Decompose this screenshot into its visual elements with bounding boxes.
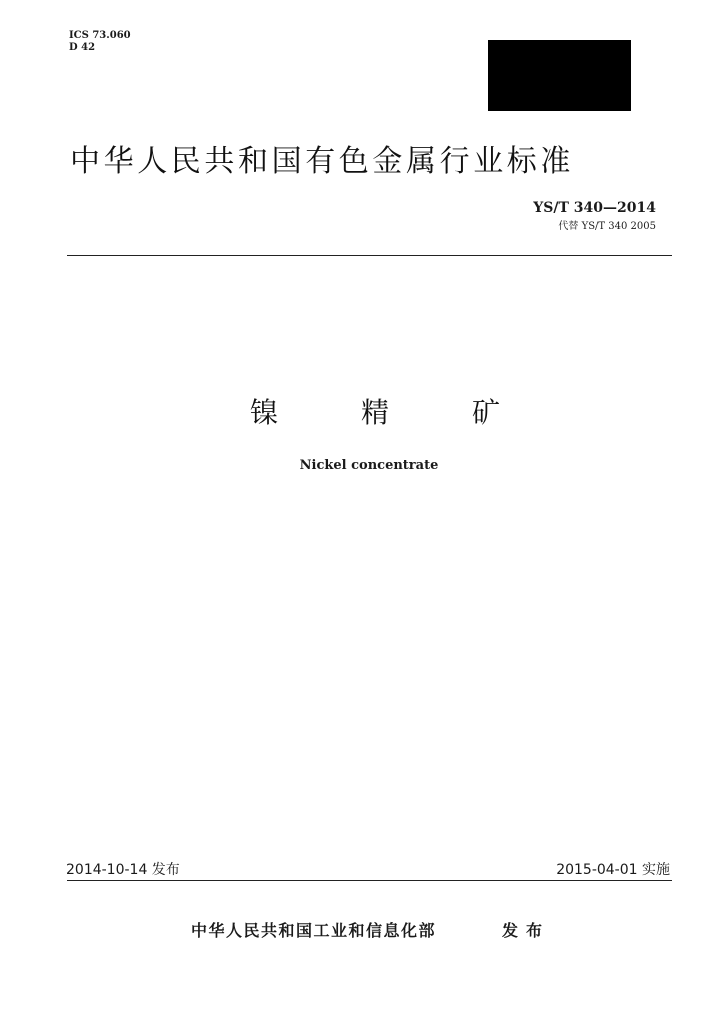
ccs-code: D 42 bbox=[69, 42, 96, 53]
chinese-title bbox=[250, 391, 500, 431]
redacted-block bbox=[488, 40, 631, 111]
classification-codes bbox=[69, 30, 131, 54]
implementation-date: 2015-04-01 实施 bbox=[556, 862, 670, 878]
industry-standard-title: 中华人民共和国有色金属行业标准 bbox=[70, 144, 574, 179]
standard-number-block bbox=[533, 200, 656, 232]
issue-date: 2014-10-14 发布 bbox=[66, 862, 180, 878]
chinese-title-char: 镍 bbox=[250, 396, 279, 429]
bottom-divider bbox=[67, 880, 672, 881]
standard-number: YS/T 340—2014 bbox=[533, 200, 656, 216]
top-divider bbox=[67, 255, 672, 256]
english-title: Nickel concentrate bbox=[299, 458, 439, 473]
chinese-title-char: 矿 bbox=[471, 396, 500, 429]
publish-label: 发布 bbox=[502, 921, 551, 940]
ics-code: ICS 73.060 bbox=[69, 30, 131, 41]
replaces-standard: 代替 YS/T 340 2005 bbox=[558, 221, 656, 232]
publisher-name: 中华人民共和国工业和信息化部 bbox=[191, 921, 437, 940]
chinese-title-char: 精 bbox=[360, 396, 389, 429]
